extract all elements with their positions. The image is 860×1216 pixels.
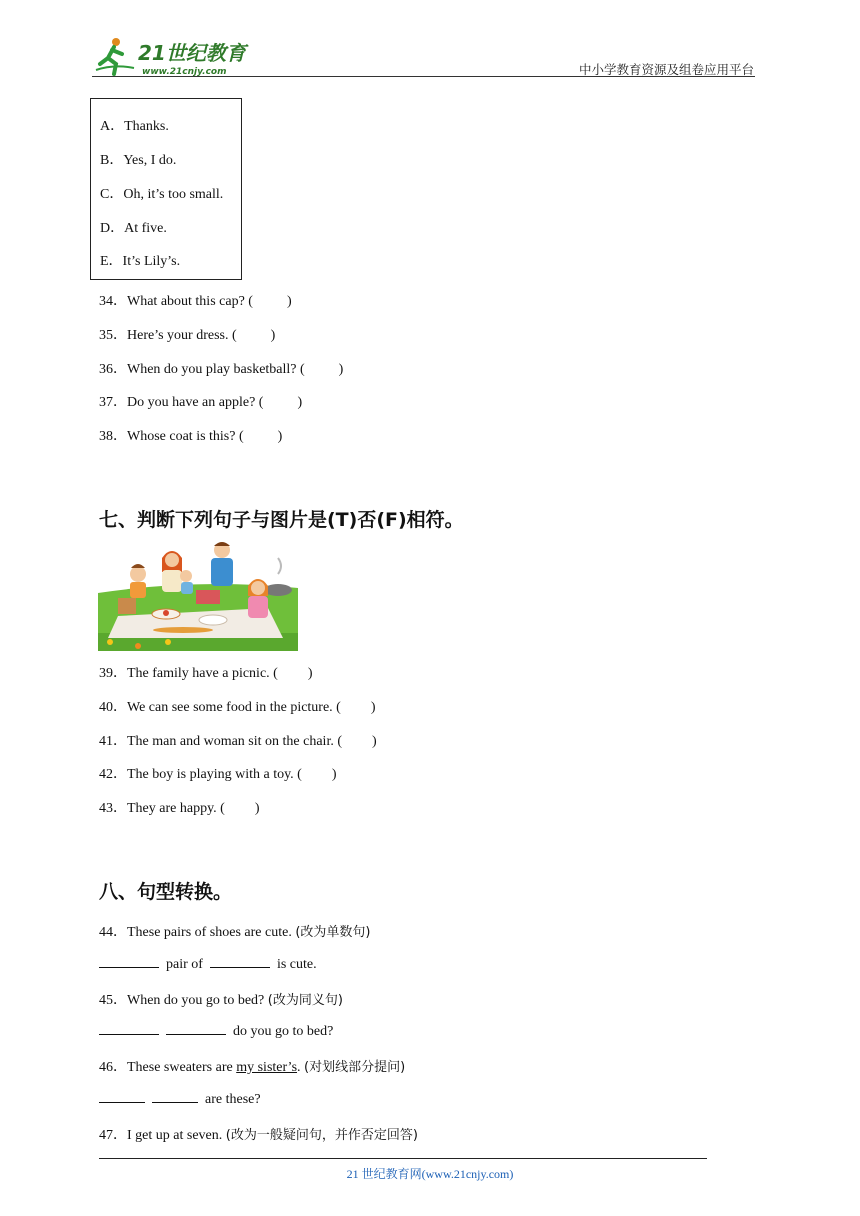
logo-url: www.21cnjy.com <box>142 67 227 77</box>
question-number: 35． <box>99 328 127 343</box>
option-b: B．Yes, I do. <box>100 153 177 168</box>
question-number: 36． <box>99 362 127 377</box>
footer-link[interactable]: 21 世纪教育网(www.21cnjy.com) <box>346 1167 514 1181</box>
answer-blank[interactable] <box>152 1090 198 1103</box>
close-paren: ) <box>307 666 313 681</box>
question-40 <box>99 696 376 716</box>
option-c: C．Oh, it’s too small. <box>100 187 224 202</box>
close-paren: ) <box>372 734 377 749</box>
question-number: 40． <box>99 700 127 715</box>
question-text: These sweaters are <box>127 1060 237 1075</box>
section-8-title: 八、句型转换。 <box>99 881 233 903</box>
option-d: D．At five. <box>100 221 167 236</box>
question-text: The family have a picnic. ( <box>127 666 278 681</box>
question-35 <box>99 324 275 344</box>
question-text: The boy is playing with a toy. ( <box>127 767 302 782</box>
answer-blank[interactable] <box>99 1022 159 1035</box>
close-paren: ) <box>277 429 283 444</box>
close-paren: ) <box>338 362 344 377</box>
close-paren: ) <box>370 700 376 715</box>
question-46 <box>99 1056 405 1076</box>
question-text: We can see some food in the picture. ( <box>127 700 341 715</box>
question-39 <box>99 662 313 682</box>
question-number: 46． <box>99 1060 127 1075</box>
question-note: (改为同义句) <box>267 993 343 1008</box>
question-37 <box>99 391 302 411</box>
question-text: The man and woman sit on the chair. ( <box>127 734 342 749</box>
option-e: E．It’s Lily’s. <box>100 254 181 269</box>
answer-46 <box>99 1090 261 1108</box>
question-41 <box>99 730 377 750</box>
answer-text: are these? <box>205 1092 261 1107</box>
question-43 <box>99 797 260 817</box>
answer-blank[interactable] <box>210 955 270 968</box>
answer-45 <box>99 1022 333 1040</box>
question-text: Here’s your dress. ( <box>127 328 237 343</box>
footer-divider <box>99 1158 707 1159</box>
question-text: When do you play basketball? ( <box>127 362 305 377</box>
close-paren: ) <box>254 801 260 816</box>
question-number: 39． <box>99 666 127 681</box>
question-note: (对划线部分提问) <box>304 1060 406 1075</box>
answer-blank[interactable] <box>99 955 159 968</box>
question-text: What about this cap? ( <box>127 294 253 309</box>
logo-text: 21世纪教育 <box>138 41 246 65</box>
close-paren: ) <box>286 294 292 309</box>
options-box <box>90 98 242 280</box>
close-paren: ) <box>297 395 303 410</box>
header-title: 中小学教育资源及组卷应用平台 <box>578 62 754 77</box>
answer-text: pair of <box>166 957 203 972</box>
answer-44 <box>99 955 317 973</box>
question-38 <box>99 425 282 445</box>
option-a: A．Thanks. <box>100 119 169 134</box>
question-text: They are happy. ( <box>127 801 225 816</box>
question-36 <box>99 358 343 378</box>
question-number: 45． <box>99 993 127 1008</box>
question-42 <box>99 763 337 783</box>
close-paren: ) <box>331 767 337 782</box>
question-number: 47． <box>99 1128 127 1143</box>
question-note: (改为一般疑问句，并作否定回答) <box>225 1128 418 1143</box>
underlined-phrase: my sister’s <box>236 1060 298 1075</box>
question-number: 43． <box>99 801 127 816</box>
question-44 <box>99 921 370 941</box>
question-text: I get up at seven. <box>127 1128 226 1143</box>
answer-blank[interactable] <box>99 1090 145 1103</box>
question-number: 41． <box>99 734 127 749</box>
question-number: 42． <box>99 767 127 782</box>
question-47 <box>99 1124 418 1144</box>
picnic-picture <box>98 538 298 651</box>
question-number: 38． <box>99 429 127 444</box>
question-text: Whose coat is this? ( <box>127 429 244 444</box>
question-text: These pairs of shoes are cute. <box>127 925 296 940</box>
header-divider <box>92 76 755 77</box>
close-paren: ) <box>270 328 276 343</box>
answer-text: do you go to bed? <box>233 1024 334 1039</box>
answer-blank[interactable] <box>166 1022 226 1035</box>
question-text-end: . <box>297 1060 305 1075</box>
question-note: (改为单数句) <box>295 925 371 940</box>
question-34 <box>99 290 292 310</box>
question-number: 44． <box>99 925 127 940</box>
section-7-title: 七、判断下列句子与图片是(T)否(F)相符。 <box>99 509 464 531</box>
question-45 <box>99 989 343 1009</box>
logo <box>94 30 259 78</box>
question-text: When do you go to bed? <box>127 993 268 1008</box>
question-text: Do you have an apple? ( <box>127 395 264 410</box>
question-number: 37． <box>99 395 127 410</box>
question-number: 34． <box>99 294 127 309</box>
answer-text: is cute. <box>276 957 317 972</box>
